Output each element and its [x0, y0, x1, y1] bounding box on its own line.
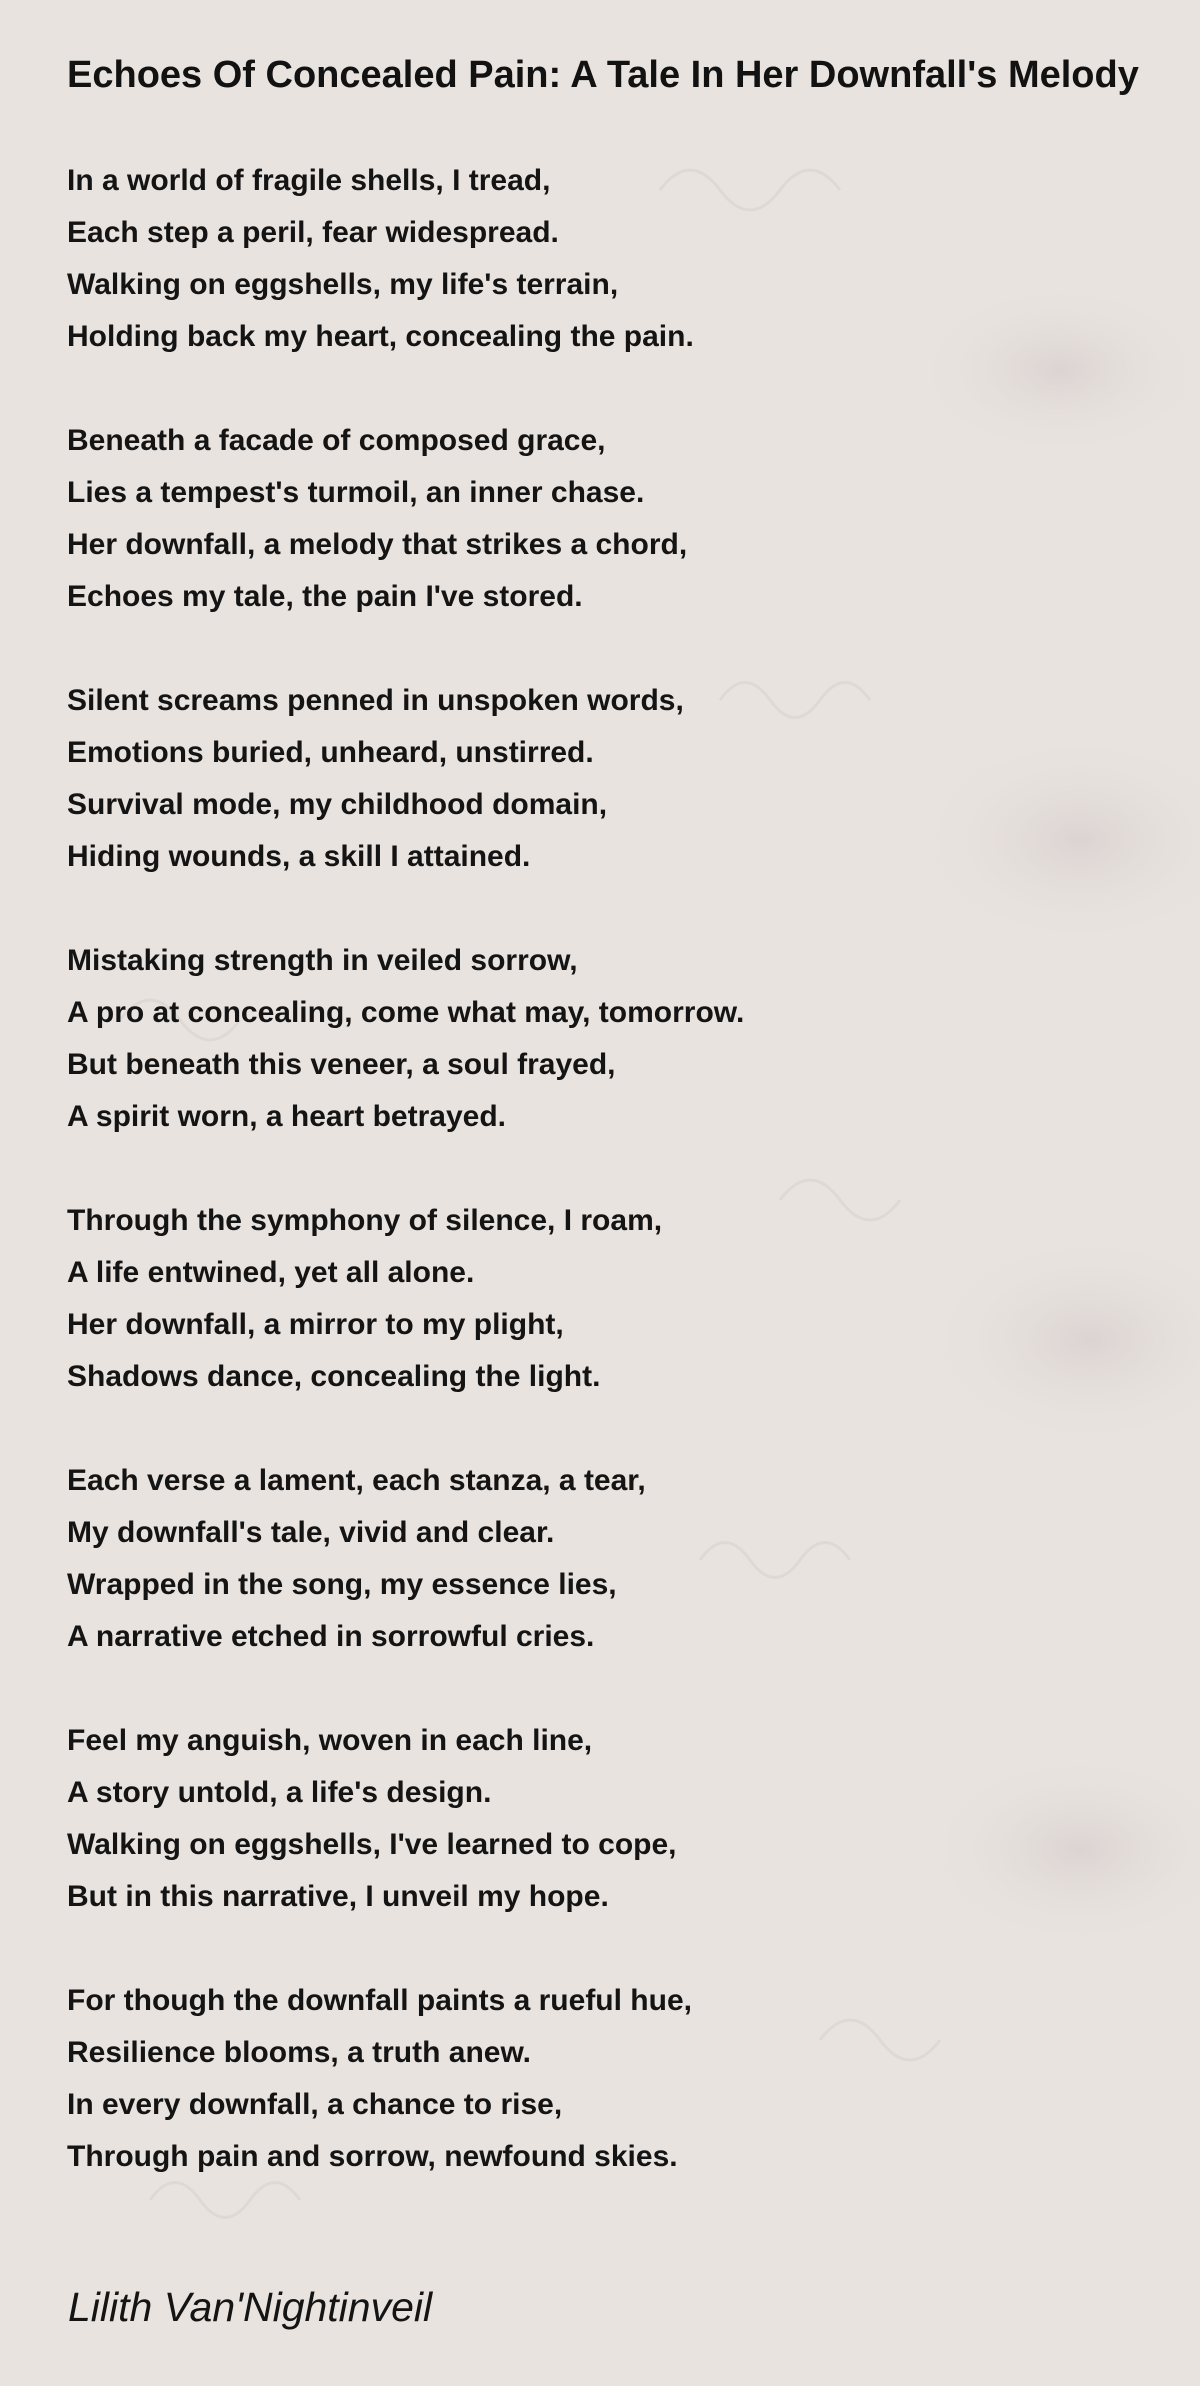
- poem-line: A life entwined, yet all alone.: [67, 1256, 475, 1289]
- poem-body: [67, 155, 1147, 2183]
- poem-line: But in this narrative, I unveil my hope.: [67, 1880, 609, 1913]
- poem-line: A spirit worn, a heart betrayed.: [67, 1100, 506, 1133]
- poem-line: Hiding wounds, a skill I attained.: [67, 840, 531, 873]
- poem-line: For though the downfall paints a rueful hue,: [67, 1984, 692, 2017]
- poem-line: In every downfall, a chance to rise,: [67, 2088, 563, 2121]
- poem-author: Lilith Van'Nightinveil: [68, 2284, 433, 2330]
- poem-line: Shadows dance, concealing the light.: [67, 1360, 601, 1393]
- poem-line: Emotions buried, unheard, unstirred.: [67, 736, 594, 769]
- poem-line: Resilience blooms, a truth anew.: [67, 2036, 532, 2069]
- stanza: [67, 1715, 1147, 1923]
- poem-line: Through the symphony of silence, I roam,: [67, 1204, 663, 1237]
- poem-line: A pro at concealing, come what may, tomorrow.: [67, 996, 745, 1029]
- stanza: [67, 935, 1147, 1143]
- poem-line: Her downfall, a mirror to my plight,: [67, 1308, 564, 1341]
- poem-line: Wrapped in the song, my essence lies,: [67, 1568, 617, 1601]
- stanza: [67, 1975, 1147, 2183]
- poem-content: [67, 52, 1147, 2235]
- poem-line: Her downfall, a melody that strikes a chord,: [67, 528, 688, 561]
- poem-title: Echoes Of Concealed Pain: A Tale In Her Downfall's Melody: [67, 54, 1139, 96]
- poem-line: Walking on eggshells, I've learned to cope,: [67, 1828, 677, 1861]
- stanza: [67, 155, 1147, 363]
- poem-line: Silent screams penned in unspoken words,: [67, 684, 684, 717]
- poem-line: A narrative etched in sorrowful cries.: [67, 1620, 595, 1653]
- poem-line: Lies a tempest's turmoil, an inner chase.: [67, 476, 645, 509]
- stanza: [67, 415, 1147, 623]
- poem-line: Feel my anguish, woven in each line,: [67, 1724, 593, 1757]
- poem-line: Each verse a lament, each stanza, a tear,: [67, 1464, 646, 1497]
- stanza: [67, 675, 1147, 883]
- poem-line: Through pain and sorrow, newfound skies.: [67, 2140, 678, 2173]
- poem-line: Beneath a facade of composed grace,: [67, 424, 606, 457]
- poem-line: But beneath this veneer, a soul frayed,: [67, 1048, 616, 1081]
- poem-line: Walking on eggshells, my life's terrain,: [67, 268, 619, 301]
- poem-line: Mistaking strength in veiled sorrow,: [67, 944, 578, 977]
- poem-line: Echoes my tale, the pain I've stored.: [67, 580, 583, 613]
- poem-line: A story untold, a life's design.: [67, 1776, 492, 1809]
- poem-line: Survival mode, my childhood domain,: [67, 788, 608, 821]
- stanza: [67, 1195, 1147, 1403]
- poem-line: Each step a peril, fear widespread.: [67, 216, 559, 249]
- stanza: [67, 1455, 1147, 1663]
- poem-line: In a world of fragile shells, I tread,: [67, 164, 551, 197]
- poem-line: My downfall's tale, vivid and clear.: [67, 1516, 555, 1549]
- poem-line: Holding back my heart, concealing the pain.: [67, 320, 694, 353]
